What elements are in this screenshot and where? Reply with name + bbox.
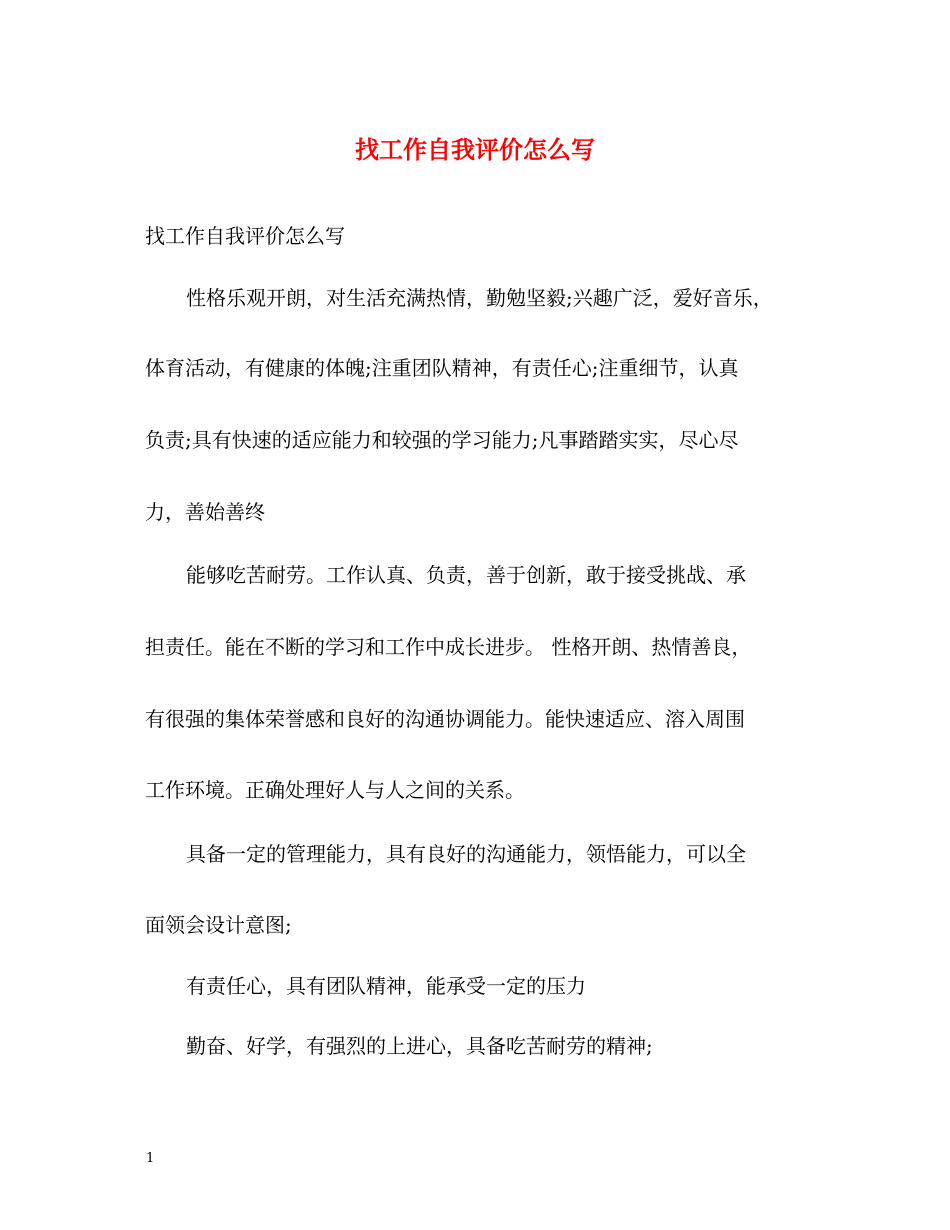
paragraph-line: 工作环境。正确处理好人与人之间的关系。: [145, 778, 525, 802]
paragraph-line: 力，善始善终: [145, 500, 265, 524]
page-number: 1: [146, 1151, 155, 1166]
paragraph-line: 性格乐观开朗，对生活充满热情，勤勉坚毅;兴趣广泛，爱好音乐，: [186, 286, 773, 310]
document-subtitle: 找工作自我评价怎么写: [145, 224, 345, 248]
paragraph-line: 有很强的集体荣誉感和良好的沟通协调能力。能快速适应、溶入周围: [145, 707, 745, 731]
paragraph-line: 负责;具有快速的适应能力和较强的学习能力;凡事踏踏实实，尽心尽: [145, 428, 739, 452]
paragraph-line: 担责任。能在不断的学习和工作中成长进步。 性格开朗、热情善良，: [145, 635, 752, 659]
paragraph-line: 具备一定的管理能力，具有良好的沟通能力，领悟能力，可以全: [186, 842, 746, 866]
paragraph-line: 面领会设计意图;: [145, 913, 292, 937]
paragraph-line: 能够吃苦耐劳。工作认真、负责，善于创新，敢于接受挑战、承: [186, 563, 746, 587]
page-title: 找工作自我评价怎么写: [355, 135, 595, 164]
paragraph-line: 体育活动，有健康的体魄;注重团队精神，有责任心;注重细节，认真: [145, 356, 739, 380]
paragraph-line: 有责任心，具有团队精神，能承受一定的压力: [186, 974, 586, 998]
paragraph-line: 勤奋、好学，有强烈的上进心，具备吃苦耐劳的精神;: [186, 1034, 653, 1058]
